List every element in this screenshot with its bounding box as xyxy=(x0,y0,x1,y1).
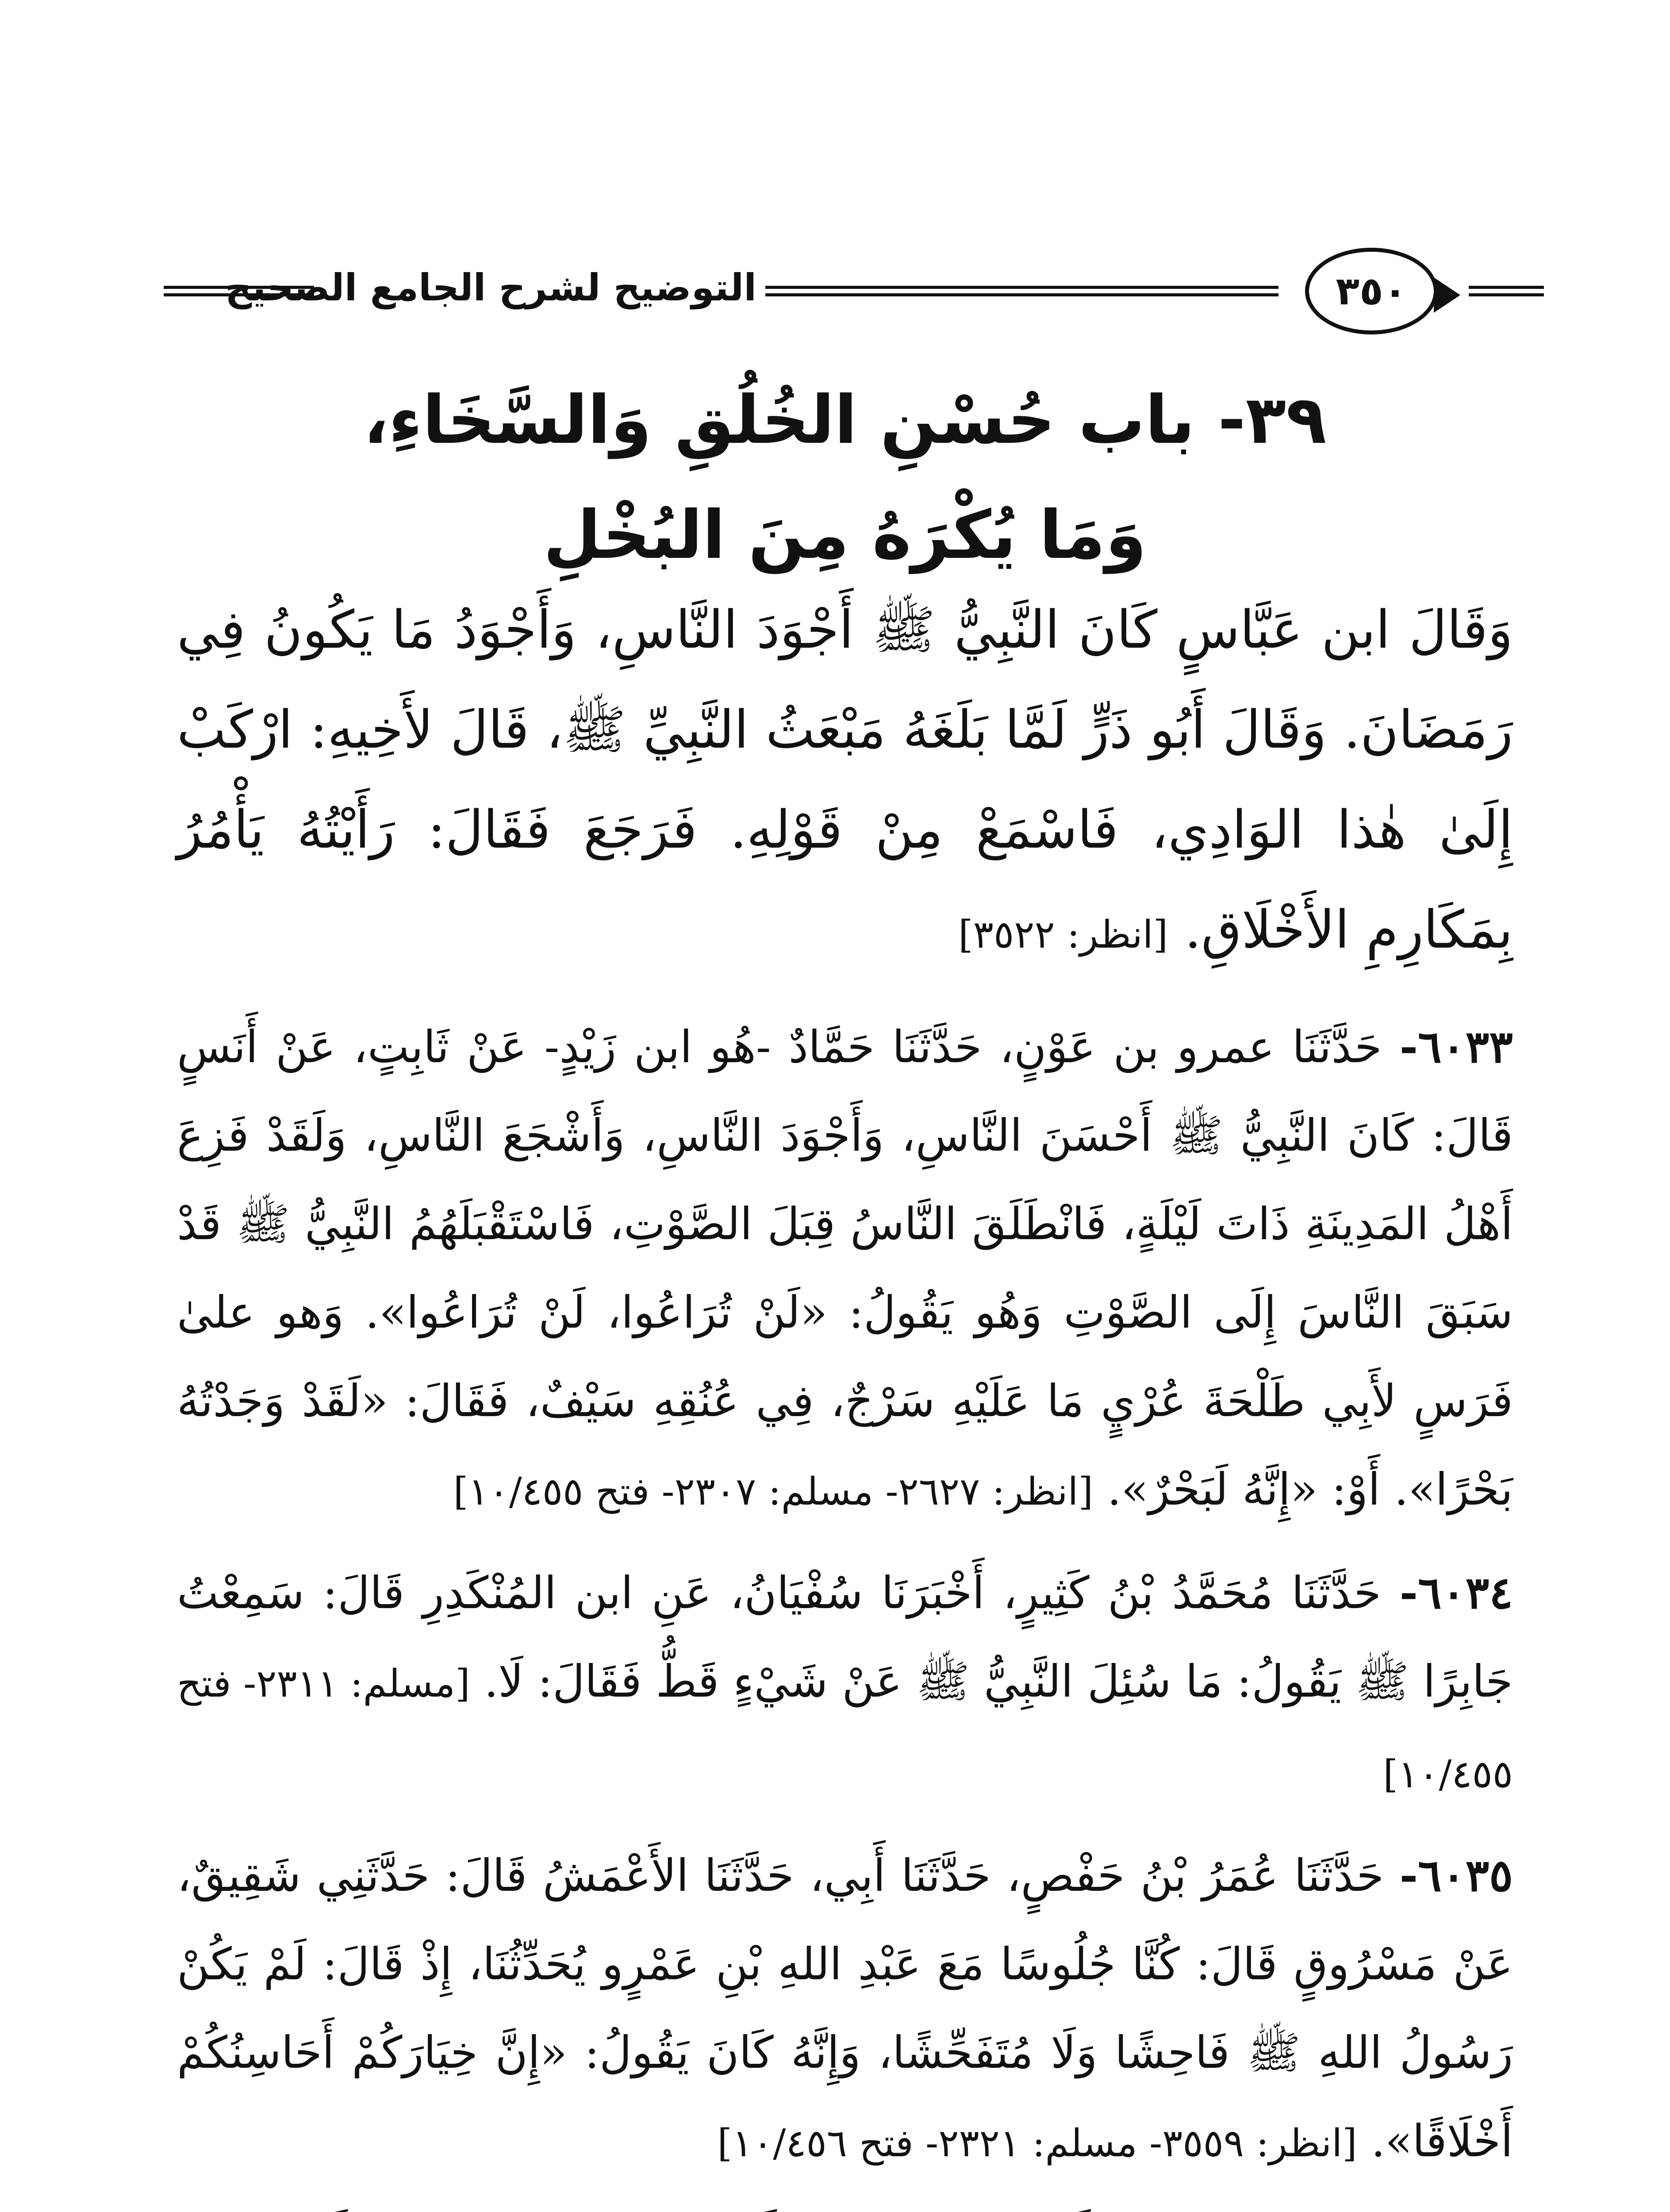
running-title: التوضيح لشرح الجامع الصحيح xyxy=(225,266,756,309)
hadith-number: ٦٠٣٣- xyxy=(1399,1021,1513,1073)
hadith-reference: [مسلم: ٢٣١١- فتح ١٠/٤٥٥] xyxy=(177,1662,1513,1797)
chapter-heading xyxy=(146,363,1544,593)
hadith-text: حَدَّثَنَا عمرو بن عَوْنٍ، حَدَّثَنَا حَمَّادٌ -هُو ابن زَيْدٍ- عَنْ ثَابِتٍ، عَنْ أَنَسٍ قَالَ: كَانَ النَّبِيُّ ﷺ أَحْسَنَ النَّاسِ، وَأَجْوَدَ النَّاسِ، وَأَشْجَعَ النَّاسِ، وَلَقَدْ فَزِعَ أَهْلُ المَدِينَةِ ذَاتَ لَيْلَةٍ، فَانْطَلَقَ النَّاسُ قِبَلَ الصَّوْتِ، فَاسْتَقْبَلَهُمُ النَّبِيُّ ﷺ قَدْ سَبَقَ النَّاسَ إِلَى الصَّوْتِ وَهُو يَقُولُ: «لَنْ تُرَاعُوا، لَنْ تُرَاعُوا». وَهو علىٰ فَرَسٍ لأَبِي طَلْحَةَ عُرْيٍ مَا عَلَيْهِ سَرْجٌ، فِي عُنُقِهِ سَيْفٌ، فَقَالَ: «لَقَدْ وَجَدْتُهُ بَحْرًا». أَوْ: «إِنَّهُ لَبَحْرٌ». xyxy=(177,1021,1513,1515)
page-number-ornament xyxy=(1305,248,1438,334)
hadith-6033 xyxy=(177,1002,1513,1536)
header-rule-middle xyxy=(765,286,1278,296)
intro-reference: [انظر: ٣٥٢٢] xyxy=(958,913,1168,957)
chapter-intro xyxy=(177,580,1513,985)
hadith-number: ٦٠٣٥- xyxy=(1399,1849,1513,1901)
hadith-6035 xyxy=(177,1831,1513,2188)
hadith-reference: [انظر: ٣٥٥٩- مسلم: ٢٣٢١- فتح ١٠/٤٥٦] xyxy=(717,2121,1357,2166)
hadith-6036 xyxy=(177,2200,1513,2212)
hadith-6034 xyxy=(177,1548,1513,1819)
body-text xyxy=(177,580,1513,2212)
hadith-number: ٦٠٣٤- xyxy=(1399,1567,1513,1619)
header-rule-right xyxy=(1469,286,1544,296)
running-header xyxy=(146,248,1544,336)
page-number: ٣٥٠ xyxy=(1336,268,1407,314)
intro-text: وَقَالَ ابن عَبَّاسٍ كَانَ النَّبِيُّ ﷺ أَجْوَدَ النَّاسِ، وَأَجْوَدُ مَا يَكُونُ فِي رَمَضَانَ. وَقَالَ أَبُو ذَرٍّ لَمَّا بَلَغَهُ مَبْعَثُ النَّبِيِّ ﷺ، قَالَ لأَخِيهِ: ارْكَبْ إِلَىٰ هٰذا الوَادِي، فَاسْمَعْ مِنْ قَوْلِهِ. فَرَجَعَ فَقَالَ: رَأَيْتُهُ يَأْمُرُ بِمَكَارِمِ الأَخْلَاقِ. xyxy=(177,599,1513,960)
hadith-text: حَدَّثَنَا عُمَرُ بْنُ حَفْصٍ، حَدَّثَنَا أَبِي، حَدَّثَنَا الأَعْمَشُ قَالَ: حَدَّثَنِي شَقِيقٌ، عَنْ مَسْرُوقٍ قَالَ: كُنَّا جُلُوسًا مَعَ عَبْدِ اللهِ بْنِ عَمْرٍو يُحَدِّثُنَا، إِذْ قَالَ: لَمْ يَكُنْ رَسُولُ اللهِ ﷺ فَاحِشًا وَلَا مُتَفَحِّشًا، وَإِنَّهُ كَانَ يَقُولُ: «إِنَّ خِيَارَكُمْ أَحَاسِنُكُمْ أَخْلَاقًا». xyxy=(177,1850,1513,2167)
chapter-title-line-1: ٣٩- باب حُسْنِ الخُلُقِ وَالسَّخَاءِ، xyxy=(363,382,1327,459)
hadith-text: حَدَّثَنَا مُحَمَّدُ بْنُ كَثِيرٍ، أَخْبَرَنَا سُفْيَانُ، عَنِ ابن المُنْكَدِرِ قَالَ: سَمِعْتُ جَابِرًا ﷺ يَقُولُ: مَا سُئِلَ النَّبِيُّ ﷺ عَنْ شَيْءٍ قَطُّ فَقَالَ: لَا. xyxy=(177,1567,1513,1707)
hadith-reference: [انظر: ٢٦٢٧- مسلم: ٢٣٠٧- فتح ١٠/٤٥٥] xyxy=(453,1470,1094,1514)
chapter-title-line-2: وَمَا يُكْرَهُ مِنَ البُخْلِ xyxy=(543,497,1147,574)
